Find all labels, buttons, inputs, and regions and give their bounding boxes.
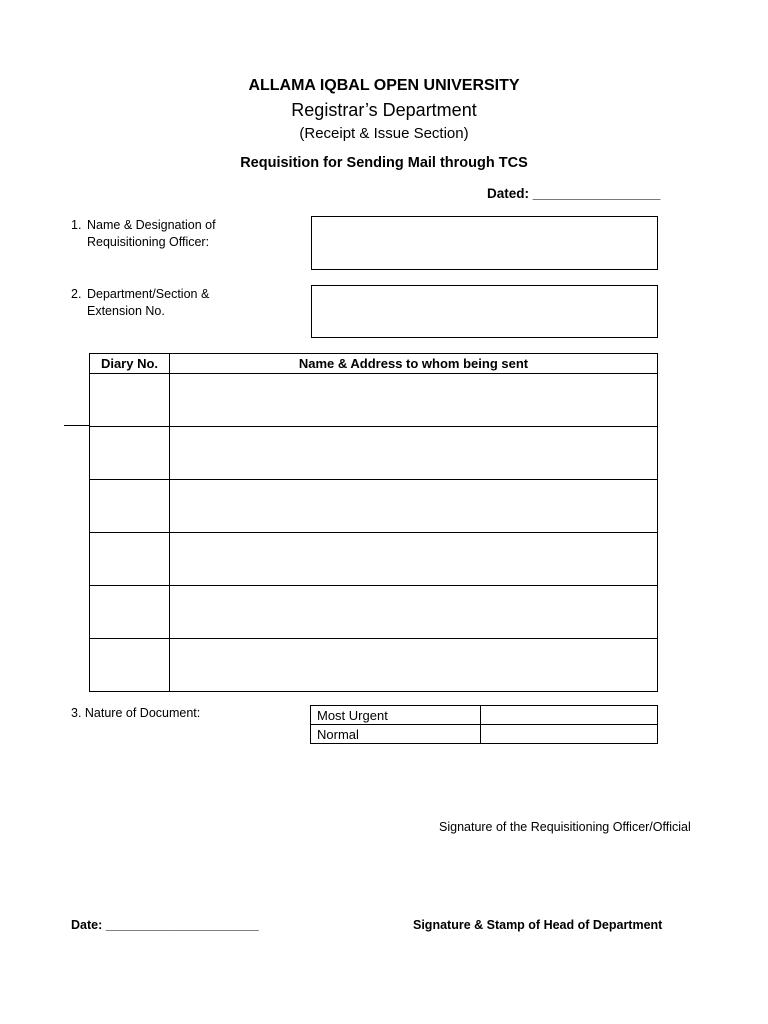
nature-table — [310, 705, 658, 744]
field-1-label-line2: Requisitioning Officer: — [87, 235, 210, 249]
name-address-cell[interactable] — [170, 533, 658, 586]
department-name: Registrar’s Department — [291, 100, 477, 120]
table-row — [90, 374, 658, 427]
diary-table-header — [90, 354, 658, 374]
field-2-label-line2: Extension No. — [87, 304, 165, 318]
dated-field[interactable]: Dated: _________________ — [487, 186, 661, 201]
field-2-number: 2. — [71, 287, 82, 301]
option-normal: Normal — [311, 725, 481, 744]
stray-line — [64, 425, 90, 426]
nature-row — [311, 706, 658, 725]
section-name: (Receipt & Issue Section) — [299, 125, 469, 142]
name-address-cell[interactable] — [170, 586, 658, 639]
table-row — [90, 533, 658, 586]
head-signature-label: Signature & Stamp of Head of Department — [413, 918, 663, 932]
diary-no-cell[interactable] — [90, 639, 170, 692]
table-row — [90, 427, 658, 480]
option-most-urgent: Most Urgent — [311, 706, 481, 725]
diary-no-cell[interactable] — [90, 586, 170, 639]
field-1-label-line1: Name & Designation of — [87, 218, 216, 232]
diary-table — [89, 353, 658, 692]
name-address-cell[interactable] — [170, 480, 658, 533]
date-field[interactable]: Date: ______________________ — [71, 918, 259, 932]
diary-no-cell[interactable] — [90, 480, 170, 533]
table-row — [90, 480, 658, 533]
diary-no-cell[interactable] — [90, 374, 170, 427]
officer-name-box[interactable] — [311, 216, 658, 270]
form-title: Requisition for Sending Mail through TCS — [240, 155, 528, 171]
diary-no-cell[interactable] — [90, 533, 170, 586]
nature-label: 3. Nature of Document: — [71, 706, 201, 720]
university-name: ALLAMA IQBAL OPEN UNIVERSITY — [248, 77, 520, 94]
officer-signature-label: Signature of the Requisitioning Officer/Official — [439, 820, 691, 834]
nature-row — [311, 725, 658, 744]
diary-no-cell[interactable] — [90, 427, 170, 480]
field-1-number: 1. — [71, 218, 82, 232]
name-address-cell[interactable] — [170, 427, 658, 480]
name-address-header: Name & Address to whom being sent — [170, 354, 658, 374]
normal-mark-cell[interactable] — [481, 725, 658, 744]
most-urgent-mark-cell[interactable] — [481, 706, 658, 725]
table-row — [90, 639, 658, 692]
diary-no-header: Diary No. — [90, 354, 170, 374]
name-address-cell[interactable] — [170, 374, 658, 427]
table-row — [90, 586, 658, 639]
name-address-cell[interactable] — [170, 639, 658, 692]
field-2-label-line1: Department/Section & — [87, 287, 210, 301]
department-extension-box[interactable] — [311, 285, 658, 338]
